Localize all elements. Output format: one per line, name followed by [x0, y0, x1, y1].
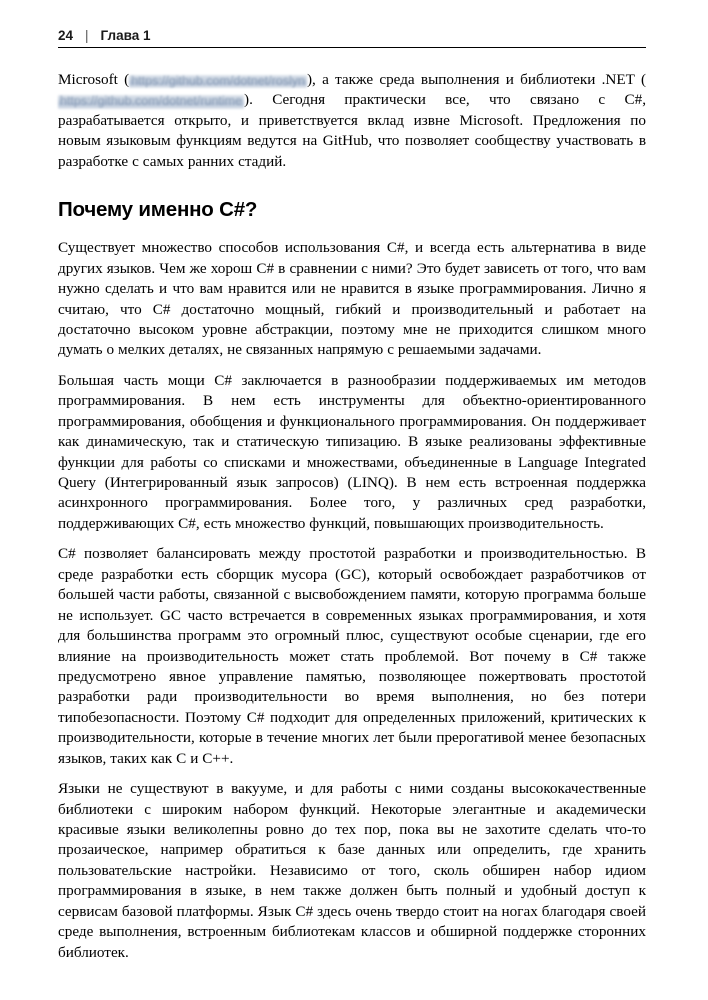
header-separator: |	[85, 28, 89, 43]
redacted-url: https://github.com/dotnet/roslyn	[131, 74, 305, 88]
paragraph-body: Существует множество способов использования C#, и всегда есть альтернатива в виде других языков. Чем же хорош C# в сравнении с ними? Это будет зависеть от того, что вам нужно сделать и что вам нравится или не нравится в языке программирования. Лично я считаю, что C# достаточно мощный, гибкий и производительный и работает на достаточно высоком уровне абстракции, поэтому мне не приходится слишком много думать о мелких деталях, не связанных напрямую с решаемыми задачами.	[58, 239, 646, 359]
paragraph-intro: Microsoft ( https://github.com/dotnet/roslyn ), а также среда выполнения и библиотеки .NET (https://github.com/dotnet/runtime ). Сегодня практически все, что связано с C#, разрабатывается открыто, и приветствуется вклад извне Microsoft. Предложения по новым языковым функциям ведутся на GitHub, что позволяет сообществу участвовать в разработке с самых ранних стадий.	[58, 71, 647, 170]
paragraph-body: Большая часть мощи C# заключается в разнообразии поддерживаемых им методов программирования. В нем есть инструменты для объектно-ориентированного программирования, обобщения и функционального программирования. Он поддерживает как динамическую, так и статическую типизацию. В языке реализованы эффективные функции для работы со списками и множествами, объединенные в Language Integrated Query (Интегрированный язык запросов) (LINQ). В нем есть встроенная поддержка асинхронного программирования. Более того, у различных сред разработки, поддерживающих C#, есть множество функций, повышающих производительность.	[58, 371, 646, 532]
page-number: 24	[58, 28, 74, 43]
paragraph-body: C# позволяет балансировать между простотой разработки и производительностью. В среде разработки есть сборщик мусора (GC), который освобождает разработчиков от большей части работы, связанной с высвобождением памяти, которую программа больше не использует. GC часто встречается в современных языках программирования, и хотя для большинства программ это огромный плюс, существуют особые сценарии, где его влияние на производительность может стать проблемой. Вот почему в C# также предусмотрено явное управление памятью, позволяющее пожертвовать простотой разработки ради производительности во время выполнения, но без потери типобезопасности. Поэтому C# подходит для определенных приложений, критических к производительности, которые в течение многих лет были прерогативой менее безопасных языков, таких как C и C++.	[58, 545, 646, 767]
chapter-title: Глава 1	[100, 28, 151, 43]
header-rule	[58, 47, 646, 48]
section-heading: Почему именно C#?	[58, 198, 258, 222]
redacted-url: https://github.com/dotnet/runtime	[60, 94, 243, 109]
page-header	[58, 28, 646, 47]
paragraph-body: Языки не существуют в вакууме, и для работы с ними созданы высококачественные библиотеки с широким набором функций. Некоторые элегантные и академически красивые языки великолепны ровно до тех пор, пока вы не захотите сделать что-то прозаическое, например обратиться к базе данных или определить, где хранить пользовательские настройки. Независимо от того, сколь обширен набор идиом программирования в языке, в нем также должен быть полный и удобный доступ к сервисам базовой платформы. Язык C# здесь очень твердо стоит на ногах благодаря своей среде выполнения, встроенным библиотекам классов и обширной поддержке сторонних библиотек.	[58, 780, 646, 961]
